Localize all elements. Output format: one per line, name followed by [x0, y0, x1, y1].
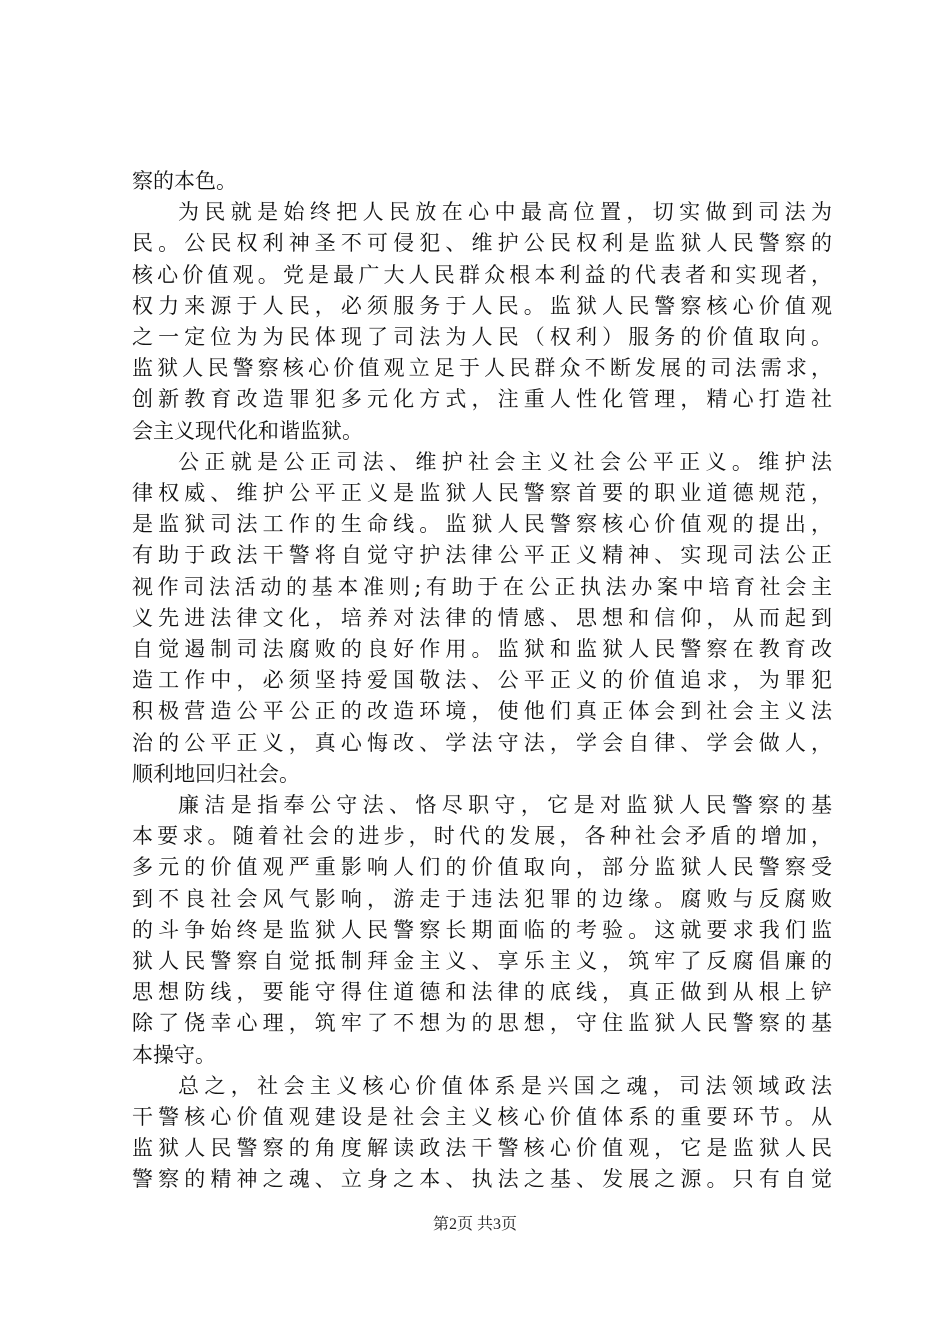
text-line: 的斗争始终是监狱人民警察长期面临的考验。这就要求我们监 [132, 917, 832, 942]
text-line: 视作司法活动的基本准则;有助于在公正执法办案中培育社会主 [132, 574, 832, 599]
text-line: 除了侥幸心理，筑牢了不想为的思想，守住监狱人民警察的基 [132, 1011, 832, 1036]
paragraph-start-line: 廉洁是指奉公守法、恪尽职守，它是对监狱人民警察的基 [178, 793, 832, 817]
text-line: 造工作中，必须坚持爱国敬法、公平正义的价值追求，为罪犯 [132, 668, 832, 693]
text-line: 是监狱司法工作的生命线。监狱人民警察核心价值观的提出， [132, 512, 832, 537]
text-line: 创新教育改造罪犯多元化方式，注重人性化管理，精心打造社 [132, 387, 832, 412]
text-line: 核心价值观。党是最广大人民群众根本利益的代表者和实现者， [132, 262, 832, 287]
text-line: 监狱人民警察核心价值观立足于人民群众不断发展的司法需求， [132, 356, 832, 381]
text-line: 多元的价值观严重影响人们的价值取向，部分监狱人民警察受 [132, 855, 832, 880]
text-line: 之一定位为为民体现了司法为人民（权利）服务的价值取向。 [132, 325, 832, 349]
page-number-footer: 第2页 共3页 [432, 1216, 517, 1233]
text-line: 本要求。随着社会的进步，时代的发展，各种社会矛盾的增加， [132, 824, 832, 849]
text-line: 思想防线，要能守得住道德和法律的底线，真正做到从根上铲 [132, 980, 832, 1005]
paragraph-start-line: 为民就是始终把人民放在心中最高位置，切实做到司法为 [178, 200, 832, 225]
text-line: 本操守。 [132, 1042, 216, 1067]
text-line: 有助于政法干警将自觉守护法律公平正义精神、实现司法公正 [132, 543, 832, 568]
text-line: 警察的精神之魂、立身之本、执法之基、发展之源。只有自觉 [132, 1167, 832, 1192]
text-line: 律权威、维护公平正义是监狱人民警察首要的职业道德规范， [132, 481, 832, 505]
text-line: 察的本色。 [132, 169, 237, 193]
paragraph-start-line: 总之，社会主义核心价值体系是兴国之魂，司法领域政法 [178, 1073, 832, 1098]
text-line: 干警核心价值观建设是社会主义核心价值体系的重要环节。从 [132, 1105, 832, 1129]
text-line: 到不良社会风气影响，游走于违法犯罪的边缘。腐败与反腐败 [132, 886, 832, 911]
text-line: 民。公民权利神圣不可侵犯、维护公民权利是监狱人民警察的 [132, 231, 832, 256]
text-line: 自觉遏制司法腐败的良好作用。监狱和监狱人民警察在教育改 [132, 637, 832, 661]
paragraph-start-line: 公正就是公正司法、维护社会主义社会公平正义。维护法 [178, 449, 832, 474]
text-line: 权力来源于人民，必须服务于人民。监狱人民警察核心价值观 [132, 293, 832, 318]
text-line: 顺利地回归社会。 [132, 761, 300, 786]
text-line: 会主义现代化和谐监狱。 [132, 418, 363, 443]
text-line: 监狱人民警察的角度解读政法干警核心价值观，它是监狱人民 [132, 1136, 832, 1161]
text-line: 积极营造公平公正的改造环境，使他们真正体会到社会主义法 [132, 699, 832, 724]
text-line: 狱人民警察自觉抵制拜金主义、享乐主义，筑牢了反腐倡廉的 [132, 949, 832, 973]
text-line: 治的公平正义，真心悔改、学法守法，学会自律、学会做人， [132, 730, 832, 755]
text-line: 义先进法律文化，培养对法律的情感、思想和信仰，从而起到 [132, 605, 832, 630]
